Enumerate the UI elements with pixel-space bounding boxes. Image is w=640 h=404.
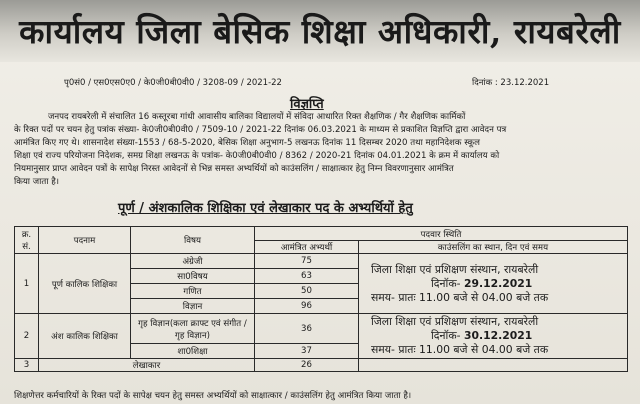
date-value: 29.12.2021 bbox=[463, 276, 533, 290]
cell-count: 26 bbox=[255, 359, 359, 372]
notice-date: दिनांक : 23.12.2021 bbox=[472, 78, 550, 88]
header-venue: काउंसलिंग का स्थान, दिन एवं समय bbox=[359, 241, 628, 254]
cell-count: 36 bbox=[255, 314, 359, 344]
paragraph-line: के रिक्त पदों पर चयन हेतु पत्रांक संख्या- के0जी0बी0वी0 / 7509-10 / 2021-22 दिनांक 06.03.2021 के माध्यम से प्रकाशित विज्ञप्ति द्वारा आवेदन पत्र bbox=[14, 125, 507, 136]
cell-sno: 2 bbox=[15, 314, 39, 359]
paragraph-line: जनपद रायबरेली में संचालित 16 कस्तूरबा गांधी आवासीय बालिका विद्यालयों में संविदा आधारित रिक्त शैक्षणिक / गैर शैक्षणिक कार्मिकों bbox=[48, 112, 466, 122]
paragraph-line: आमंत्रित किए गए थे। शासनादेश संख्या-1553 / 68-5-2020, बेसिक शिक्षा अनुभाग-5 लखनऊ दिनांक 11 दिसम्बर 2020 तथा महानिदेशक स्कूल bbox=[14, 138, 480, 149]
cell-count: 63 bbox=[255, 269, 359, 284]
cell-subject: गृह विज्ञान(कला क्राफ्ट एवं संगीत / गृह विज्ञान) bbox=[131, 314, 255, 344]
paragraph-line: नियमानुसार प्राप्त आवेदन पत्रों के सापेक्ष निरस्त आवेदनों से भिन्न समस्त अभ्यर्थियों को काउंसलिंग / साक्षात्कार हेतु निम्न विवरणानुसार आमंत्रित bbox=[14, 164, 454, 175]
paragraph-line: किया जाता है। bbox=[14, 177, 60, 188]
section-title: पूर्ण / अंशकालिक शिक्षिका एवं लेखाकार पद के अभ्यर्थियों हेतु bbox=[118, 201, 413, 216]
header-post: पदनाम bbox=[39, 227, 131, 254]
cell-subject: अंग्रेजी bbox=[131, 254, 255, 269]
venue-name: जिला शिक्षा एवं प्रशिक्षण संस्थान, रायबरेली bbox=[371, 315, 539, 328]
cell-sno: 3 bbox=[15, 359, 39, 372]
cell-venue bbox=[359, 254, 628, 314]
cell-count: 96 bbox=[255, 299, 359, 314]
table-row bbox=[15, 359, 628, 372]
venue-time: समय- प्रातः 11.00 बजे से 04.00 बजे तक bbox=[371, 290, 549, 304]
cell-post: अंश कालिक शिक्षिका bbox=[39, 314, 131, 359]
paragraph-line: शिक्षा एवं राज्य परियोजना निदेशक, समग्र शिक्षा लखनऊ के पत्रांक- के0जी0बी0वी0 / 8362 / 2020-21 दिनांक 04.01.2021 के क्रम में कार्यालय को bbox=[14, 151, 500, 162]
office-title: कार्यालय जिला बेसिक शिक्षा अधिकारी, रायबरेली bbox=[19, 12, 621, 51]
cell-subject: सा0विषय bbox=[131, 269, 255, 284]
header-status: पदवार स्थिति bbox=[255, 227, 628, 241]
cell-venue-empty bbox=[359, 359, 628, 372]
cell-subject: गणित bbox=[131, 284, 255, 299]
footer-note: शिक्षणेत्तर कर्मचारियों के रिक्त पदों के सापेक्ष चयन हेतु समस्त अभ्यर्थियों को साक्षात्कार / काउंसलिंग हेतु आमंत्रित किया जाता है। bbox=[14, 391, 412, 401]
cell-post: लेखाकार bbox=[39, 359, 255, 372]
date-label: दिनॉक- bbox=[431, 329, 464, 342]
cell-count: 75 bbox=[255, 254, 359, 269]
header-invited: आमंत्रित अभ्यर्थी bbox=[255, 241, 359, 254]
venue-time: समय- प्रातः 11.00 बजे से 04.00 बजे तक bbox=[371, 343, 549, 356]
cell-subject: शा0शिक्षा bbox=[131, 344, 255, 359]
table-row bbox=[15, 314, 628, 344]
cell-count: 37 bbox=[255, 344, 359, 359]
table-row bbox=[15, 254, 628, 269]
table-header-row bbox=[15, 227, 628, 241]
venue-date bbox=[371, 329, 624, 343]
header-sno: क्र. सं. bbox=[15, 227, 39, 254]
cell-count: 50 bbox=[255, 284, 359, 299]
cell-subject: विज्ञान bbox=[131, 299, 255, 314]
candidates-table bbox=[14, 226, 628, 372]
cell-post: पूर्ण कालिक शिक्षिका bbox=[39, 254, 131, 314]
notice-paragraph bbox=[14, 111, 626, 190]
date-value: 30.12.2021 bbox=[463, 329, 533, 342]
venue-date bbox=[371, 277, 624, 291]
cell-sno: 1 bbox=[15, 254, 39, 314]
notice-heading: विज्ञप्ति bbox=[290, 97, 324, 112]
reference-number: पृ0सं0 / एस0एस0ए0 / के0जी0बी0वी0 / 3208-09 / 2021-22 bbox=[64, 78, 282, 88]
venue-name: जिला शिक्षा एवं प्रशिक्षण संस्थान, रायबरेली bbox=[371, 262, 539, 276]
header-subject: विषय bbox=[131, 227, 255, 254]
cell-venue bbox=[359, 314, 628, 359]
date-label: दिनॉक- bbox=[431, 276, 464, 290]
